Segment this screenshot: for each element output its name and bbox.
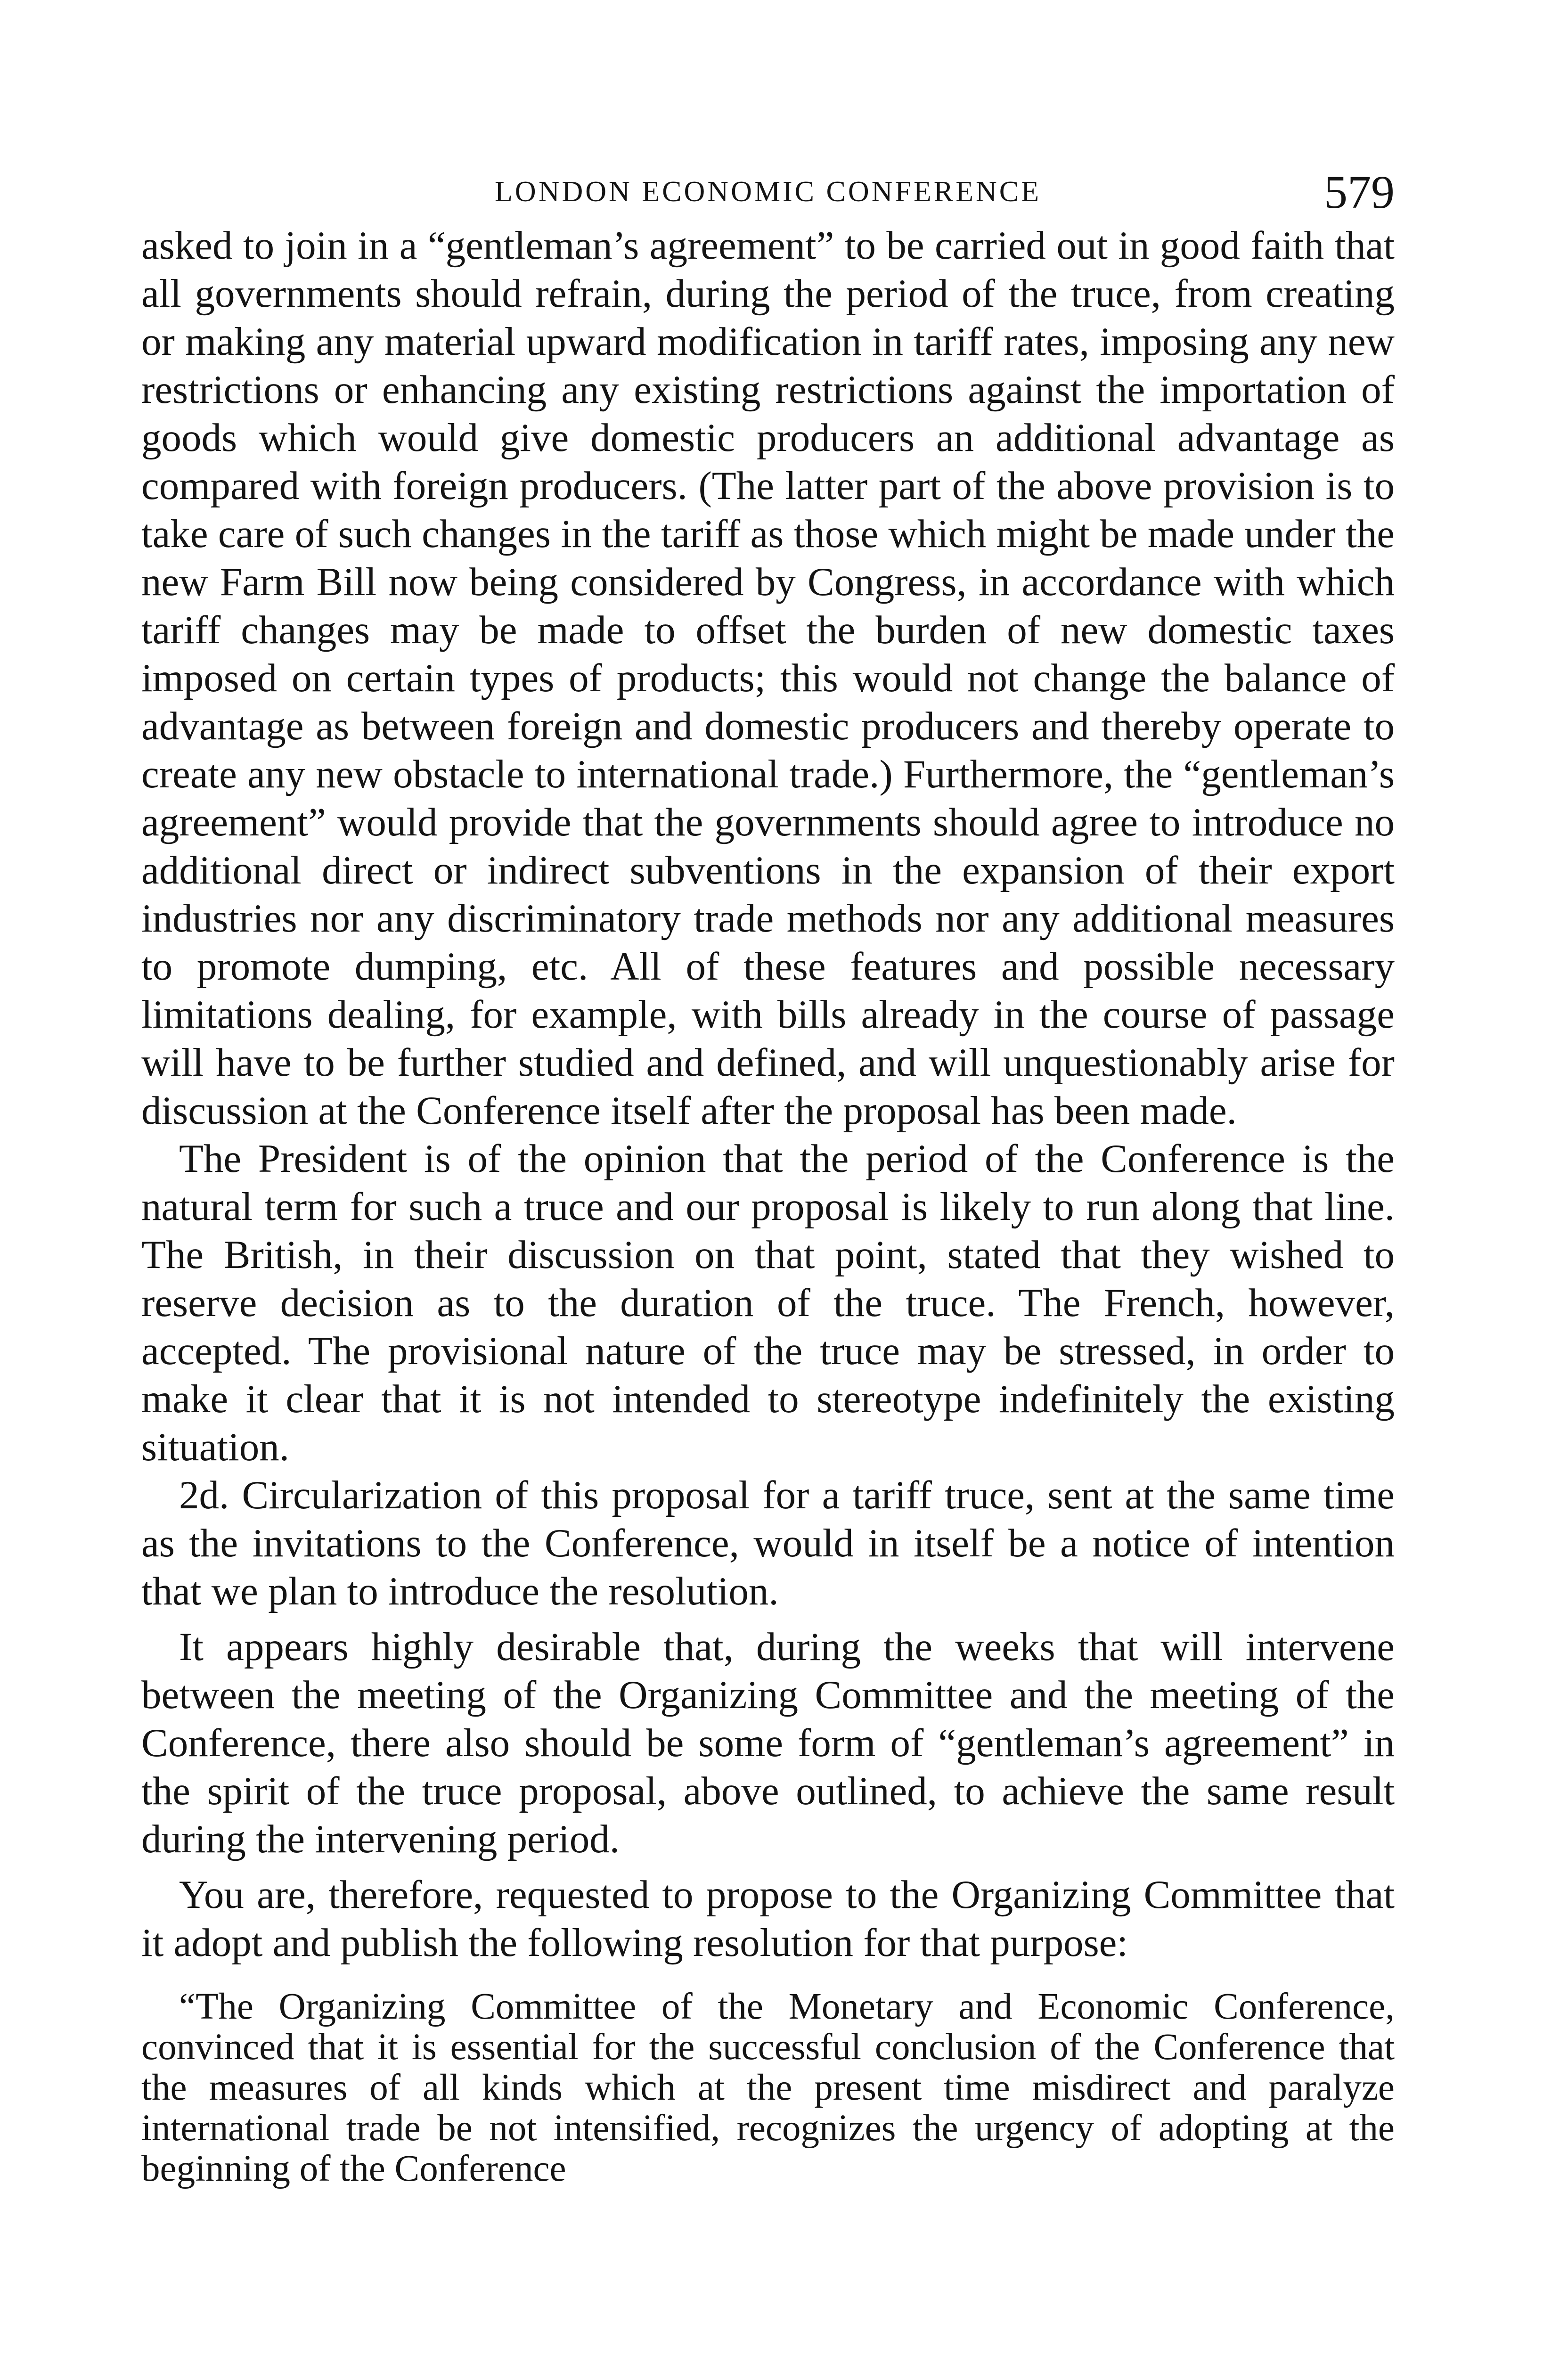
resolution-quote [141,1987,1395,2189]
page-number: 579 [1324,166,1395,218]
resolution-quote-text: “The Organizing Committee of the Monetary and Economic Conference, convinced that it is essential for the successful conclusion of the Conference that the measures of all kinds which at the present time misdirect and paralyze international trade be not intensified, recognizes the urgency of adopting at the beginning of the Conference [141,1986,1395,2189]
paragraph-gentlemans-agreement: It appears highly desirable that, during the weeks that will intervene between the meeting of the Organizing Committee and the meeting of the Conference, there also should be some form of “gentleman’s agreement” in the spirit of the truce proposal, above outlined, to achieve the same result during the intervening period. [141,1625,1395,1861]
page-header [141,155,1395,221]
paragraph-president-opinion: The President is of the opinion that the period of the Conference is the natural term for such a truce and our proposal is likely to run along that line. The British, in their discussion on that point, stated that they wished to reserve decision as to the duration of the truce. The French, however, accepted. The provisional nature of the truce may be stressed, in order to make it clear that it is not intended to stereotype indefinitely the existing situation. [141,1137,1395,1469]
paragraph-request: You are, therefore, requested to propose to the Organizing Committee that it adopt and publish the following resolution for that purpose: [141,1873,1395,1965]
document-page [141,155,1395,2189]
paragraph-circularization: 2d. Circularization of this proposal for a tariff truce, sent at the same time as the invitations to the Conference, would in itself be a notice of intention that we plan to introduce the resolution. [141,1473,1395,1613]
body-text [141,221,1395,1967]
running-head: LONDON ECONOMIC CONFERENCE [495,176,1041,208]
paragraph-continuation: asked to join in a “gentleman’s agreement” to be carried out in good faith that all governments should refrain, during the period of the truce, from creating or making any material upward modification in tariff rates, imposing any new restrictions or enhancing any existing restrictions against the importation of goods which would give domestic producers an additional advantage as compared with foreign producers. (The latter part of the above provision is to take care of such changes in the tariff as those which might be made under the new Farm Bill now being considered by Congress, in accordance with which tariff changes may be made to offset the burden of new domestic taxes imposed on certain types of products; this would not change the balance of advantage as between foreign and domestic producers and thereby operate to create any new obstacle to international trade.) Furthermore, the “gentleman’s agreement” would provide that the governments should agree to introduce no additional direct or indirect subventions in the expansion of their export industries nor any discriminatory trade methods nor any additional measures to promote dumping, etc. All of these features and possible necessary limitations dealing, for example, with bills already in the course of passage will have to be further studied and defined, and will unquestionably arise for discussion at the Conference itself after the proposal has been made. [141,223,1395,1133]
